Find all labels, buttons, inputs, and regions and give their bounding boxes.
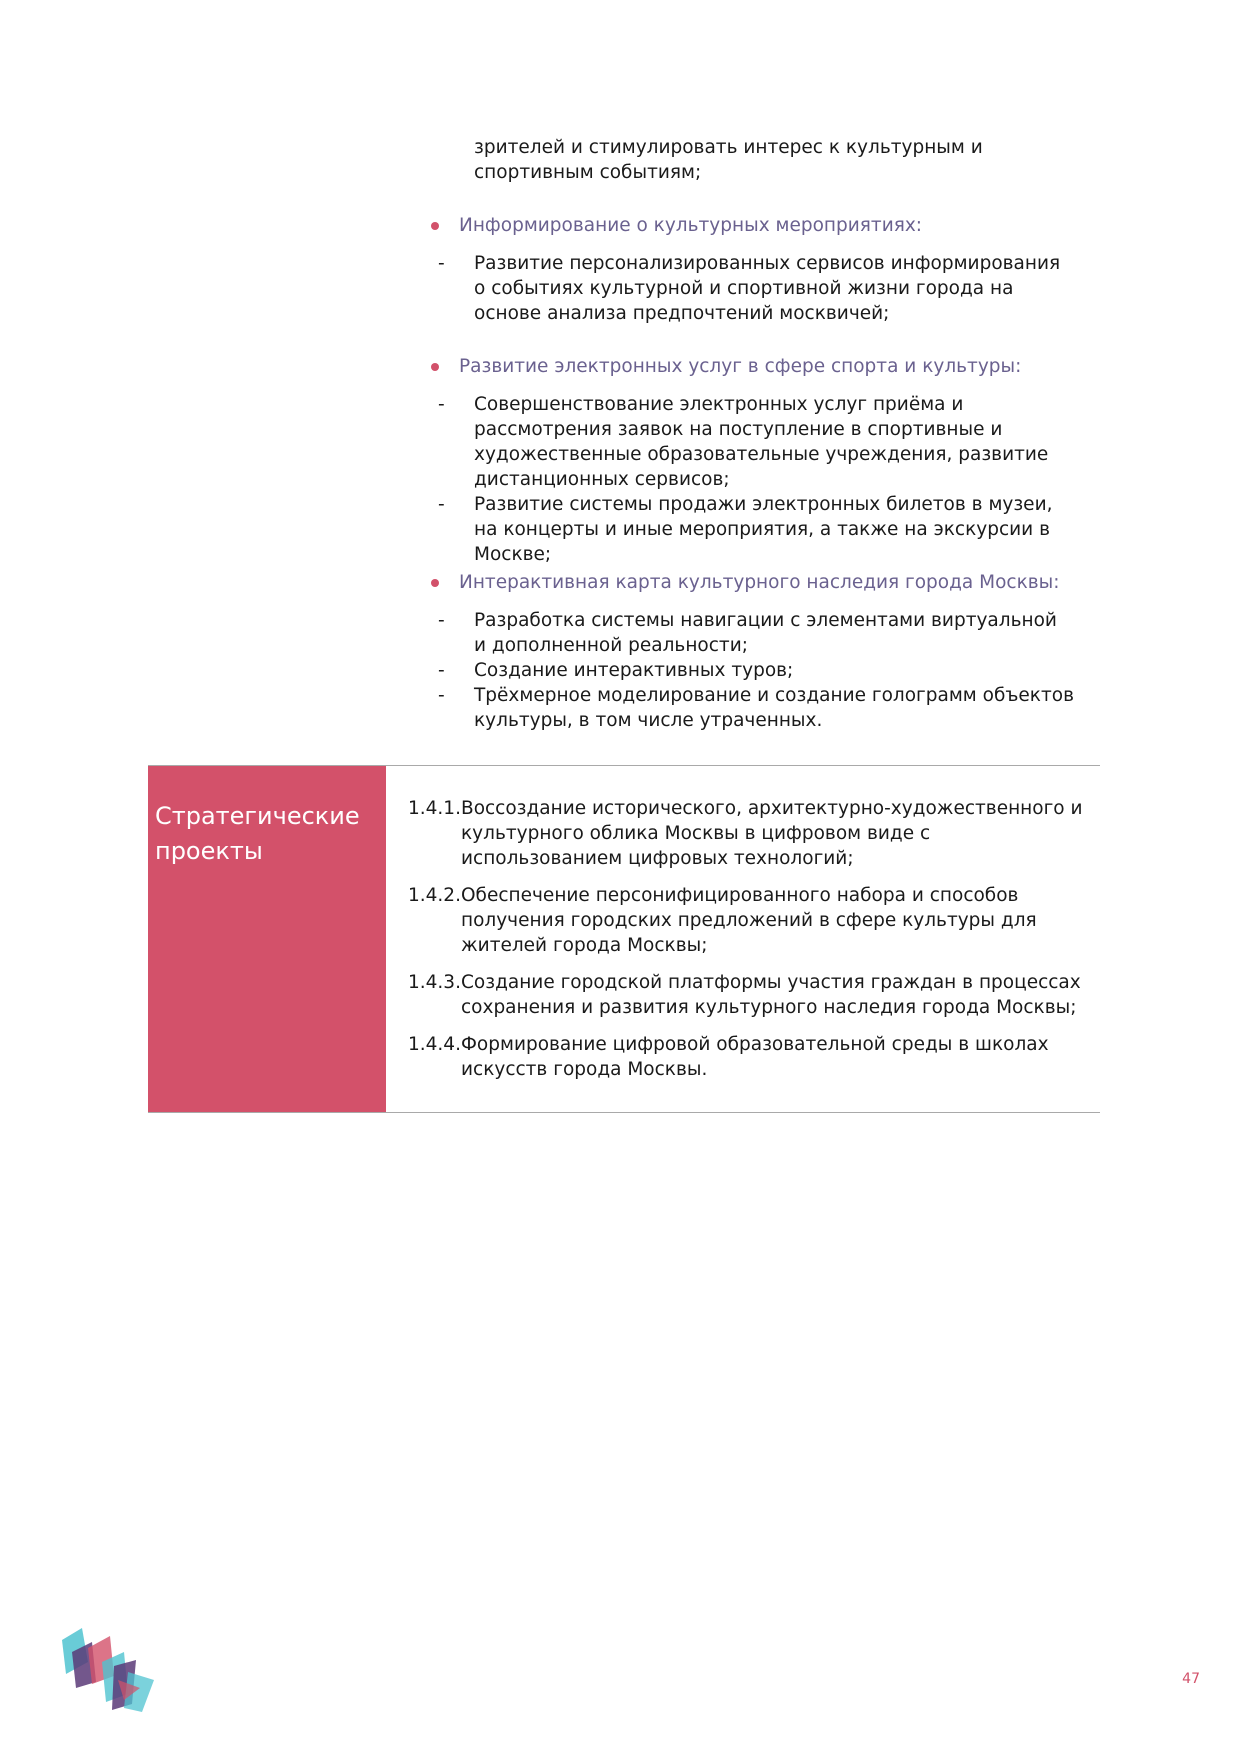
list-item: - Развитие персонализированных сервисов информирования о событиях культурной и спортивной жизни города на основе анализа предпочтений москвичей; (428, 251, 1088, 326)
sub-list (428, 608, 1088, 733)
projects-list (408, 796, 1098, 1094)
sub-list (428, 392, 1088, 567)
project-text: Воссоздание исторического, архитектурно-художественного и культурного облика Москвы в цифровом виде с использованием цифровых технологий; (461, 798, 1083, 869)
project-text: Формирование цифровой образовательной среды в школах искусств города Москвы. (461, 1034, 1049, 1080)
dash-marker: - (438, 253, 445, 274)
section-e-services (428, 354, 1088, 567)
dash-marker: - (438, 685, 445, 706)
page-number: 47 (1182, 1671, 1200, 1687)
strategic-projects-table (148, 765, 1100, 1113)
list-item: - Развитие системы продажи электронных билетов в музеи, на концерты и иные мероприятия, а также на экскурсии в Москве; (428, 492, 1088, 567)
section-heading: Информирование о культурных мероприятиях: (459, 215, 923, 236)
section-heritage-map (428, 570, 1088, 733)
logo-icon (58, 1622, 162, 1714)
list-item: - Трёхмерное моделирование и создание голограмм объектов культуры, в том числе утраченных. (428, 683, 1088, 733)
section-informing (428, 213, 1088, 326)
list-item: - Разработка системы навигации с элементами виртуальной и дополненной реальности; (428, 608, 1088, 658)
section-heading: Развитие электронных услуг в сфере спорта и культуры: (459, 356, 1022, 377)
project-text: Создание городской платформы участия граждан в процессах сохранения и развития культурного наследия города Москвы; (461, 972, 1081, 1018)
intro-text: зрителей и стимулировать интерес к культурным и спортивным событиям; (474, 137, 983, 183)
bullet-icon (431, 222, 439, 230)
project-item (408, 796, 1098, 871)
project-number: 1.4.2. (408, 885, 461, 906)
project-number: 1.4.3. (408, 972, 461, 993)
project-number: 1.4.4. (408, 1034, 461, 1055)
list-item: - Совершенствование электронных услуг приёма и рассмотрения заявок на поступление в спортивные и художественные образовательные учреждения, развитие дистанционных сервисов; (428, 392, 1088, 492)
project-text: Обеспечение персонифицированного набора и способов получения городских предложений в сфере культуры для жителей города Москвы; (461, 885, 1037, 956)
dash-marker: - (438, 660, 445, 681)
project-item (408, 970, 1098, 1020)
project-number: 1.4.1. (408, 798, 461, 819)
dash-marker: - (438, 610, 445, 631)
list-item: - Создание интерактивных туров; (428, 658, 1088, 683)
section-heading: Интерактивная карта культурного наследия города Москвы: (459, 572, 1060, 593)
sub-list (428, 251, 1088, 326)
strategic-side-panel (148, 766, 386, 1112)
project-item (408, 1032, 1098, 1082)
bullet-icon (431, 579, 439, 587)
project-item (408, 883, 1098, 958)
strategic-title: Стратегические проекты (155, 802, 360, 865)
dash-marker: - (438, 394, 445, 415)
bullet-icon (431, 363, 439, 371)
dash-marker: - (438, 494, 445, 515)
